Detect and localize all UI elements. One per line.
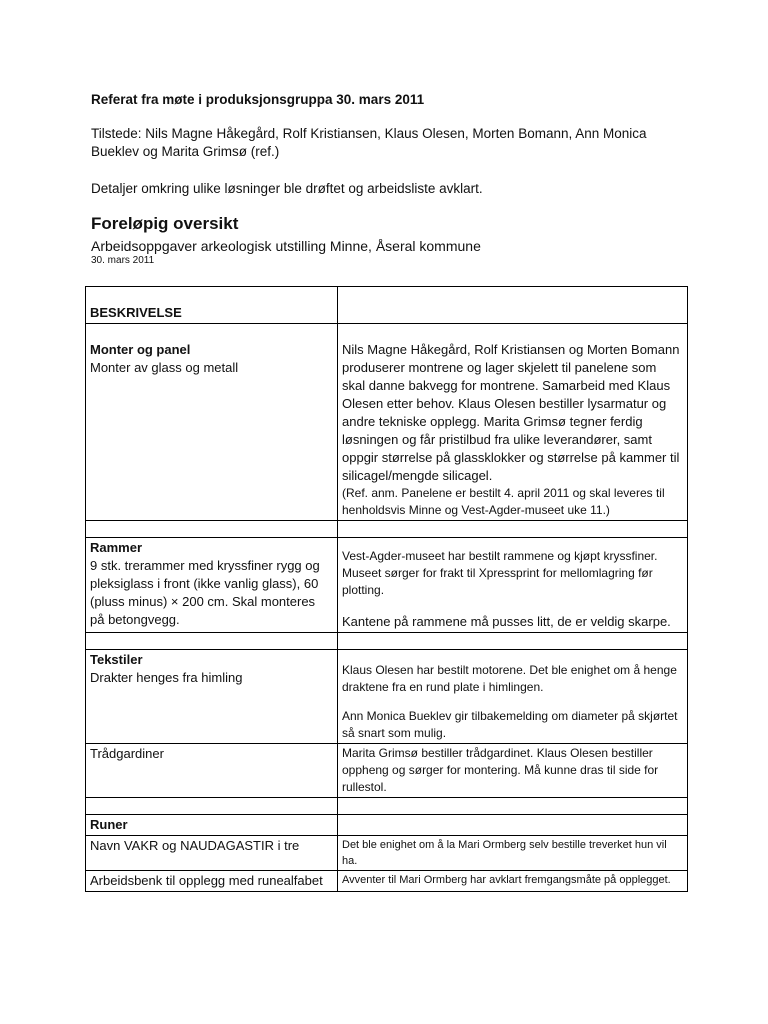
runer-row2-text: Avventer til Mari Ormberg har avklart fremgangsmåte på opplegget. — [342, 874, 671, 886]
table-row — [86, 324, 688, 521]
document-date: 30. mars 2011 — [91, 255, 155, 266]
table-header-row — [86, 287, 688, 324]
rammer-desc: 9 stk. trerammer med kryssfiner rygg og pleksiglass i front (ikke vanlig glass), 60 (pluss minus) × 200 cm. Skal monteres på betongvegg. — [90, 558, 320, 627]
table-spacer-row — [86, 798, 688, 815]
table-row — [86, 650, 688, 744]
runer-row1-text: Det ble enighet om å la Mari Ormberg selv bestille treverket hun vil ha. — [342, 839, 667, 867]
rammer-title: Rammer — [90, 540, 143, 555]
table-row — [86, 538, 688, 633]
rammer-text-1: Vest-Agder-museet har bestilt rammene og kjøpt kryssfiner. Museet sørger for frakt til Xpressprint for mellomlagring før plotting. — [342, 549, 658, 597]
task-table — [85, 286, 688, 892]
tekstiler-desc: Drakter henges fra himling — [90, 670, 243, 685]
tekstiler-text-1: Klaus Olesen har bestilt motorene. Det ble enighet om å henge draktene fra en rund plate i himlingen. — [342, 663, 677, 694]
monter-title: Monter og panel — [90, 342, 191, 357]
table-row — [86, 744, 688, 798]
section-heading: Foreløpig oversikt — [91, 214, 239, 233]
table-row — [86, 815, 688, 836]
details-text: Detaljer omkring ulike løsninger ble drøftet og arbeidsliste avklart. — [91, 181, 483, 196]
runer-row1-desc: Navn VAKR og NAUDAGASTIR i tre — [90, 838, 300, 853]
document-title: Referat fra møte i produksjonsgruppa 30. mars 2011 — [91, 92, 425, 107]
table-spacer-row — [86, 521, 688, 538]
tekstiler-text-2: Ann Monica Bueklev gir tilbakemelding om diameter på skjørtet så snart som mulig. — [342, 709, 678, 740]
monter-note: (Ref. anm. Panelene er bestilt 4. april 2011 og skal leveres til henholdsvis Minne og Vest-Agder-museet uke 11.) — [342, 486, 665, 517]
table-header-label: BESKRIVELSE — [90, 305, 182, 320]
section-subheading: Arbeidsoppgaver arkeologisk utstilling Minne, Åseral kommune — [91, 238, 481, 254]
rammer-text-2: Kantene på rammene må pusses litt, de er veldig skarpe. — [342, 614, 671, 629]
table-spacer-row — [86, 633, 688, 650]
monter-desc: Monter av glass og metall — [90, 360, 239, 375]
tekstiler-title: Tekstiler — [90, 652, 143, 667]
runer-title: Runer — [90, 817, 128, 832]
monter-text: Nils Magne Håkegård, Rolf Kristiansen og Morten Bomann produserer montrene og lager skjelett til panelene som skal danne bakvegg for montrene. Samarbeid med Klaus Olesen etter behov. Klaus Olesen bestiller lysarmatur og andre tekniske opplegg. Marita Grimsø tegner ferdig løsningen og får pristilbud fra ulike leverandører, samt oppgir størrelse på glassklokker og størrelse på kammer til silicagel/mengde silicagel. — [342, 342, 680, 483]
table-row — [86, 871, 688, 892]
tradgardiner-text: Marita Grimsø bestiller trådgardinet. Klaus Olesen bestiller oppheng og sørger for montering. Må kunne dras til side for rullestol. — [342, 746, 659, 794]
table-row — [86, 836, 688, 871]
attendees-text: Tilstede: Nils Magne Håkegård, Rolf Kristiansen, Klaus Olesen, Morten Bomann, Ann Monica Bueklev og Marita Grimsø (ref.) — [91, 126, 647, 159]
tradgardiner-desc: Trådgardiner — [90, 746, 164, 761]
runer-row2-desc: Arbeidsbenk til opplegg med runealfabet — [90, 873, 323, 888]
